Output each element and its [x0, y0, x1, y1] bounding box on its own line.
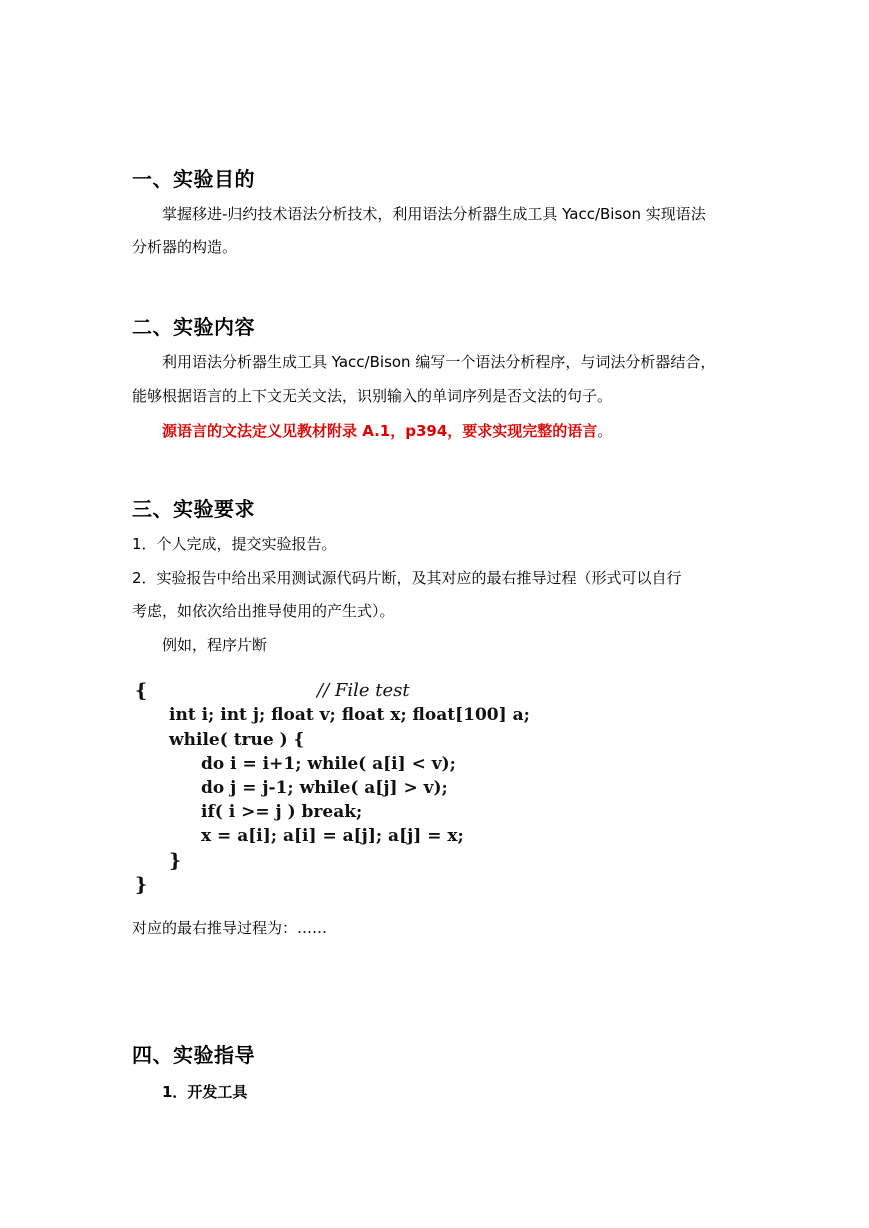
objective-paragraph-line1: 掌握移进-归约技术语法分析技术，利用语法分析器生成工具 Yacc/Bison 实现语法 [162, 205, 706, 223]
section-heading-requirements: 三、实验要求 [132, 497, 255, 521]
section-heading-guidance: 四、实验指导 [132, 1043, 255, 1067]
grammar-note [162, 420, 612, 441]
requirement-item-2-line1: 2．实验报告中给出采用测试源代码片断，及其对应的最右推导过程（形式可以自行 [132, 569, 682, 587]
code-line-3: do i = i+1; while( a[i] < v); [201, 754, 456, 774]
code-snippet [135, 680, 675, 900]
section-heading-objective: 一、实验目的 [132, 167, 255, 191]
section-heading-content: 二、实验内容 [132, 315, 255, 339]
grammar-note-end: 。 [597, 422, 613, 440]
code-line-1: int i; int j; float v; float x; float[100] a; [169, 705, 530, 725]
requirement-item-1: 1．个人完成，提交实验报告。 [132, 535, 337, 553]
grammar-note-text: 源语言的文法定义见教材附录 A.1，p394，要求实现完整的语言 [162, 422, 598, 440]
code-open-brace: { [135, 680, 148, 702]
code-outer-close-brace: } [135, 874, 148, 896]
content-paragraph-line2: 能够根据语言的上下文无关文法，识别输入的单词序列是否文法的句子。 [132, 387, 613, 405]
code-inner-close-brace: } [169, 850, 182, 872]
example-label: 例如，程序片断 [162, 636, 268, 654]
code-line-4: do j = j-1; while( a[j] > v); [201, 778, 448, 798]
content-paragraph-line1: 利用语法分析器生成工具 Yacc/Bison 编写一个语法分析程序，与词法分析器结合， [162, 353, 716, 371]
code-line-5: if( i >= j ) break; [201, 802, 363, 822]
guidance-subheading-tools: 1．开发工具 [162, 1083, 248, 1101]
objective-paragraph-line2: 分析器的构造。 [132, 238, 238, 256]
requirement-item-2-line2: 考虑，如依次给出推导使用的产生式）。 [132, 602, 395, 620]
code-comment: // File test [317, 680, 410, 701]
code-line-2: while( true ) { [169, 730, 305, 750]
derivation-label: 对应的最右推导过程为：…… [132, 919, 328, 937]
code-line-6: x = a[i]; a[i] = a[j]; a[j] = x; [201, 826, 464, 846]
